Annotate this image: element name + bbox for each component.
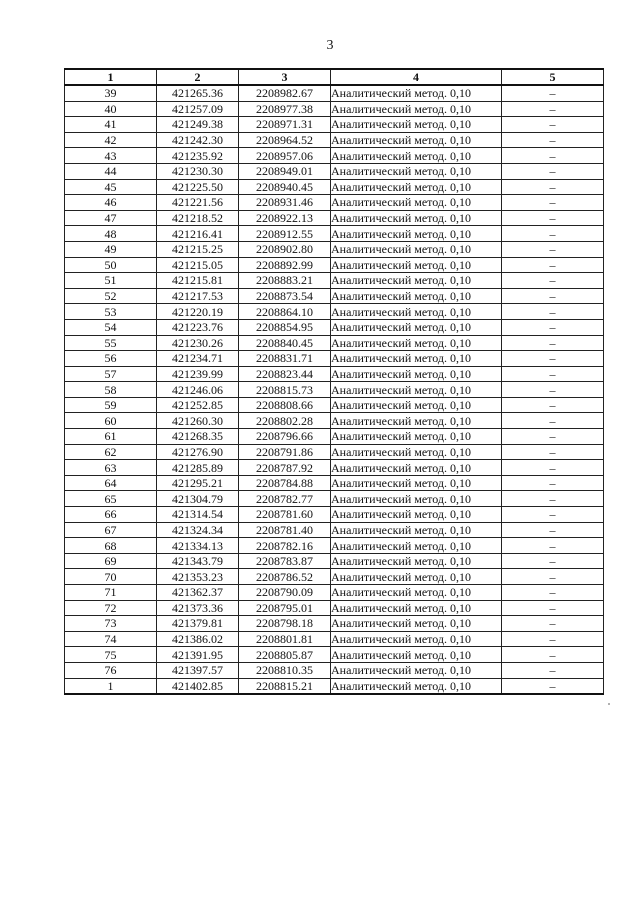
coordinates-table (64, 68, 604, 695)
table-row (65, 460, 604, 476)
table-row (65, 429, 604, 445)
cell-x-coordinate: 421402.85 (157, 678, 239, 694)
table-row (65, 132, 604, 148)
cell-x-coordinate: 421249.38 (157, 117, 239, 133)
table-row (65, 179, 604, 195)
cell-point-number: 59 (65, 397, 157, 413)
cell-method: Аналитический метод. 0,10 (331, 585, 502, 601)
table-row (65, 241, 604, 257)
cell-point-number: 67 (65, 522, 157, 538)
cell-method: Аналитический метод. 0,10 (331, 444, 502, 460)
cell-point-number: 73 (65, 616, 157, 632)
table-row (65, 413, 604, 429)
cell-y-coordinate: 2208831.71 (239, 351, 331, 367)
cell-method: Аналитический метод. 0,10 (331, 319, 502, 335)
cell-point-number: 50 (65, 257, 157, 273)
cell-x-coordinate: 421225.50 (157, 179, 239, 195)
cell-note: – (502, 460, 604, 476)
cell-point-number: 76 (65, 662, 157, 678)
cell-x-coordinate: 421235.92 (157, 148, 239, 164)
table-row (65, 600, 604, 616)
cell-method: Аналитический метод. 0,10 (331, 507, 502, 523)
table-row (65, 382, 604, 398)
cell-method: Аналитический метод. 0,10 (331, 491, 502, 507)
table-row (65, 444, 604, 460)
cell-method: Аналитический метод. 0,10 (331, 382, 502, 398)
table-row (65, 585, 604, 601)
cell-y-coordinate: 2208931.46 (239, 195, 331, 211)
table-row (65, 366, 604, 382)
cell-note: – (502, 522, 604, 538)
cell-method: Аналитический метод. 0,10 (331, 163, 502, 179)
cell-point-number: 45 (65, 179, 157, 195)
cell-y-coordinate: 2208940.45 (239, 179, 331, 195)
cell-point-number: 66 (65, 507, 157, 523)
scan-speck (608, 703, 610, 705)
cell-method: Аналитический метод. 0,10 (331, 148, 502, 164)
table-row (65, 631, 604, 647)
table-row (65, 101, 604, 117)
cell-y-coordinate: 2208783.87 (239, 553, 331, 569)
table-row (65, 616, 604, 632)
table-row (65, 148, 604, 164)
cell-y-coordinate: 2208808.66 (239, 397, 331, 413)
cell-x-coordinate: 421215.25 (157, 241, 239, 257)
table-row (65, 163, 604, 179)
table-header (65, 69, 604, 85)
cell-x-coordinate: 421216.41 (157, 226, 239, 242)
header-row (65, 69, 604, 85)
cell-note: – (502, 210, 604, 226)
cell-y-coordinate: 2208798.18 (239, 616, 331, 632)
cell-note: – (502, 163, 604, 179)
cell-method: Аналитический метод. 0,10 (331, 569, 502, 585)
cell-x-coordinate: 421362.37 (157, 585, 239, 601)
cell-x-coordinate: 421314.54 (157, 507, 239, 523)
cell-y-coordinate: 2208922.13 (239, 210, 331, 226)
cell-point-number: 57 (65, 366, 157, 382)
cell-note: – (502, 101, 604, 117)
cell-method: Аналитический метод. 0,10 (331, 195, 502, 211)
cell-x-coordinate: 421215.81 (157, 273, 239, 289)
cell-y-coordinate: 2208801.81 (239, 631, 331, 647)
cell-x-coordinate: 421379.81 (157, 616, 239, 632)
cell-y-coordinate: 2208815.21 (239, 678, 331, 694)
cell-point-number: 72 (65, 600, 157, 616)
cell-note: – (502, 616, 604, 632)
table-row (65, 195, 604, 211)
cell-method: Аналитический метод. 0,10 (331, 662, 502, 678)
cell-x-coordinate: 421285.89 (157, 460, 239, 476)
table-row (65, 678, 604, 694)
cell-x-coordinate: 421391.95 (157, 647, 239, 663)
cell-point-number: 46 (65, 195, 157, 211)
cell-note: – (502, 257, 604, 273)
cell-y-coordinate: 2208823.44 (239, 366, 331, 382)
cell-note: – (502, 444, 604, 460)
cell-x-coordinate: 421252.85 (157, 397, 239, 413)
cell-y-coordinate: 2208805.87 (239, 647, 331, 663)
table-row (65, 662, 604, 678)
cell-note: – (502, 475, 604, 491)
header-col-note: 5 (502, 69, 604, 85)
cell-x-coordinate: 421260.30 (157, 413, 239, 429)
cell-note: – (502, 662, 604, 678)
cell-note: – (502, 678, 604, 694)
cell-method: Аналитический метод. 0,10 (331, 631, 502, 647)
cell-x-coordinate: 421257.09 (157, 101, 239, 117)
cell-note: – (502, 241, 604, 257)
cell-method: Аналитический метод. 0,10 (331, 351, 502, 367)
cell-x-coordinate: 421373.36 (157, 600, 239, 616)
cell-point-number: 54 (65, 319, 157, 335)
cell-method: Аналитический метод. 0,10 (331, 429, 502, 445)
cell-method: Аналитический метод. 0,10 (331, 616, 502, 632)
cell-y-coordinate: 2208840.45 (239, 335, 331, 351)
cell-note: – (502, 507, 604, 523)
cell-y-coordinate: 2208790.09 (239, 585, 331, 601)
cell-method: Аналитический метод. 0,10 (331, 413, 502, 429)
cell-y-coordinate: 2208781.40 (239, 522, 331, 538)
cell-note: – (502, 117, 604, 133)
cell-note: – (502, 366, 604, 382)
header-col-y-coordinate: 3 (239, 69, 331, 85)
cell-y-coordinate: 2208781.60 (239, 507, 331, 523)
cell-x-coordinate: 421268.35 (157, 429, 239, 445)
cell-y-coordinate: 2208784.88 (239, 475, 331, 491)
cell-note: – (502, 382, 604, 398)
cell-x-coordinate: 421239.99 (157, 366, 239, 382)
cell-y-coordinate: 2208795.01 (239, 600, 331, 616)
cell-x-coordinate: 421221.56 (157, 195, 239, 211)
cell-x-coordinate: 421397.57 (157, 662, 239, 678)
cell-point-number: 41 (65, 117, 157, 133)
cell-y-coordinate: 2208912.55 (239, 226, 331, 242)
cell-x-coordinate: 421334.13 (157, 538, 239, 554)
cell-note: – (502, 195, 604, 211)
cell-method: Аналитический метод. 0,10 (331, 241, 502, 257)
table-body (65, 85, 604, 694)
cell-method: Аналитический метод. 0,10 (331, 397, 502, 413)
cell-x-coordinate: 421343.79 (157, 553, 239, 569)
cell-y-coordinate: 2208883.21 (239, 273, 331, 289)
cell-point-number: 1 (65, 678, 157, 694)
header-col-x-coordinate: 2 (157, 69, 239, 85)
cell-note: – (502, 179, 604, 195)
cell-method: Аналитический метод. 0,10 (331, 117, 502, 133)
table-row (65, 210, 604, 226)
cell-y-coordinate: 2208810.35 (239, 662, 331, 678)
cell-y-coordinate: 2208802.28 (239, 413, 331, 429)
cell-note: – (502, 226, 604, 242)
cell-note: – (502, 491, 604, 507)
cell-method: Аналитический метод. 0,10 (331, 257, 502, 273)
cell-y-coordinate: 2208892.99 (239, 257, 331, 273)
cell-x-coordinate: 421242.30 (157, 132, 239, 148)
cell-point-number: 74 (65, 631, 157, 647)
table-row (65, 319, 604, 335)
header-col-point-number: 1 (65, 69, 157, 85)
cell-x-coordinate: 421353.23 (157, 569, 239, 585)
cell-note: – (502, 319, 604, 335)
cell-note: – (502, 631, 604, 647)
cell-point-number: 43 (65, 148, 157, 164)
table-row (65, 226, 604, 242)
cell-x-coordinate: 421230.30 (157, 163, 239, 179)
cell-y-coordinate: 2208977.38 (239, 101, 331, 117)
table-row (65, 569, 604, 585)
cell-method: Аналитический метод. 0,10 (331, 522, 502, 538)
cell-point-number: 65 (65, 491, 157, 507)
table-row (65, 335, 604, 351)
cell-note: – (502, 132, 604, 148)
table-row (65, 273, 604, 289)
cell-note: – (502, 85, 604, 101)
cell-y-coordinate: 2208964.52 (239, 132, 331, 148)
cell-note: – (502, 304, 604, 320)
cell-y-coordinate: 2208791.86 (239, 444, 331, 460)
cell-point-number: 70 (65, 569, 157, 585)
cell-point-number: 44 (65, 163, 157, 179)
cell-x-coordinate: 421304.79 (157, 491, 239, 507)
cell-y-coordinate: 2208815.73 (239, 382, 331, 398)
cell-x-coordinate: 421276.90 (157, 444, 239, 460)
header-col-method: 4 (331, 69, 502, 85)
cell-y-coordinate: 2208782.16 (239, 538, 331, 554)
cell-point-number: 48 (65, 226, 157, 242)
cell-point-number: 39 (65, 85, 157, 101)
cell-point-number: 42 (65, 132, 157, 148)
cell-method: Аналитический метод. 0,10 (331, 132, 502, 148)
cell-x-coordinate: 421265.36 (157, 85, 239, 101)
cell-x-coordinate: 421220.19 (157, 304, 239, 320)
cell-x-coordinate: 421386.02 (157, 631, 239, 647)
table-row (65, 117, 604, 133)
cell-y-coordinate: 2208796.66 (239, 429, 331, 445)
cell-y-coordinate: 2208787.92 (239, 460, 331, 476)
cell-point-number: 53 (65, 304, 157, 320)
cell-x-coordinate: 421234.71 (157, 351, 239, 367)
cell-y-coordinate: 2208949.01 (239, 163, 331, 179)
cell-method: Аналитический метод. 0,10 (331, 273, 502, 289)
cell-y-coordinate: 2208782.77 (239, 491, 331, 507)
cell-y-coordinate: 2208902.80 (239, 241, 331, 257)
cell-method: Аналитический метод. 0,10 (331, 647, 502, 663)
cell-method: Аналитический метод. 0,10 (331, 179, 502, 195)
cell-x-coordinate: 421230.26 (157, 335, 239, 351)
cell-note: – (502, 335, 604, 351)
cell-point-number: 71 (65, 585, 157, 601)
table-row (65, 491, 604, 507)
cell-method: Аналитический метод. 0,10 (331, 85, 502, 101)
table-row (65, 85, 604, 101)
cell-note: – (502, 351, 604, 367)
table-row (65, 522, 604, 538)
cell-point-number: 63 (65, 460, 157, 476)
cell-point-number: 49 (65, 241, 157, 257)
cell-x-coordinate: 421223.76 (157, 319, 239, 335)
cell-note: – (502, 647, 604, 663)
cell-point-number: 47 (65, 210, 157, 226)
cell-note: – (502, 538, 604, 554)
cell-point-number: 40 (65, 101, 157, 117)
cell-method: Аналитический метод. 0,10 (331, 335, 502, 351)
cell-point-number: 58 (65, 382, 157, 398)
cell-y-coordinate: 2208982.67 (239, 85, 331, 101)
cell-point-number: 64 (65, 475, 157, 491)
cell-method: Аналитический метод. 0,10 (331, 600, 502, 616)
cell-note: – (502, 600, 604, 616)
table-row (65, 351, 604, 367)
cell-method: Аналитический метод. 0,10 (331, 366, 502, 382)
table-row (65, 538, 604, 554)
cell-point-number: 75 (65, 647, 157, 663)
cell-note: – (502, 273, 604, 289)
cell-point-number: 69 (65, 553, 157, 569)
cell-note: – (502, 429, 604, 445)
table-row (65, 507, 604, 523)
cell-method: Аналитический метод. 0,10 (331, 101, 502, 117)
cell-method: Аналитический метод. 0,10 (331, 475, 502, 491)
table-row (65, 397, 604, 413)
table-row (65, 553, 604, 569)
cell-x-coordinate: 421218.52 (157, 210, 239, 226)
table-row (65, 475, 604, 491)
cell-x-coordinate: 421215.05 (157, 257, 239, 273)
cell-point-number: 55 (65, 335, 157, 351)
cell-note: – (502, 397, 604, 413)
cell-point-number: 52 (65, 288, 157, 304)
table-row (65, 288, 604, 304)
cell-method: Аналитический метод. 0,10 (331, 210, 502, 226)
cell-method: Аналитический метод. 0,10 (331, 538, 502, 554)
cell-method: Аналитический метод. 0,10 (331, 553, 502, 569)
cell-method: Аналитический метод. 0,10 (331, 678, 502, 694)
cell-y-coordinate: 2208957.06 (239, 148, 331, 164)
cell-x-coordinate: 421246.06 (157, 382, 239, 398)
cell-method: Аналитический метод. 0,10 (331, 304, 502, 320)
cell-note: – (502, 288, 604, 304)
cell-x-coordinate: 421324.34 (157, 522, 239, 538)
table-row (65, 304, 604, 320)
cell-note: – (502, 553, 604, 569)
cell-method: Аналитический метод. 0,10 (331, 288, 502, 304)
cell-point-number: 56 (65, 351, 157, 367)
cell-y-coordinate: 2208786.52 (239, 569, 331, 585)
cell-method: Аналитический метод. 0,10 (331, 460, 502, 476)
cell-note: – (502, 148, 604, 164)
cell-x-coordinate: 421217.53 (157, 288, 239, 304)
page-number: 3 (326, 38, 334, 53)
cell-note: – (502, 569, 604, 585)
cell-point-number: 51 (65, 273, 157, 289)
table-row (65, 647, 604, 663)
table-row (65, 257, 604, 273)
cell-point-number: 68 (65, 538, 157, 554)
cell-y-coordinate: 2208971.31 (239, 117, 331, 133)
cell-note: – (502, 585, 604, 601)
cell-y-coordinate: 2208873.54 (239, 288, 331, 304)
cell-point-number: 61 (65, 429, 157, 445)
cell-point-number: 60 (65, 413, 157, 429)
cell-y-coordinate: 2208864.10 (239, 304, 331, 320)
cell-method: Аналитический метод. 0,10 (331, 226, 502, 242)
cell-y-coordinate: 2208854.95 (239, 319, 331, 335)
cell-note: – (502, 413, 604, 429)
cell-x-coordinate: 421295.21 (157, 475, 239, 491)
cell-point-number: 62 (65, 444, 157, 460)
